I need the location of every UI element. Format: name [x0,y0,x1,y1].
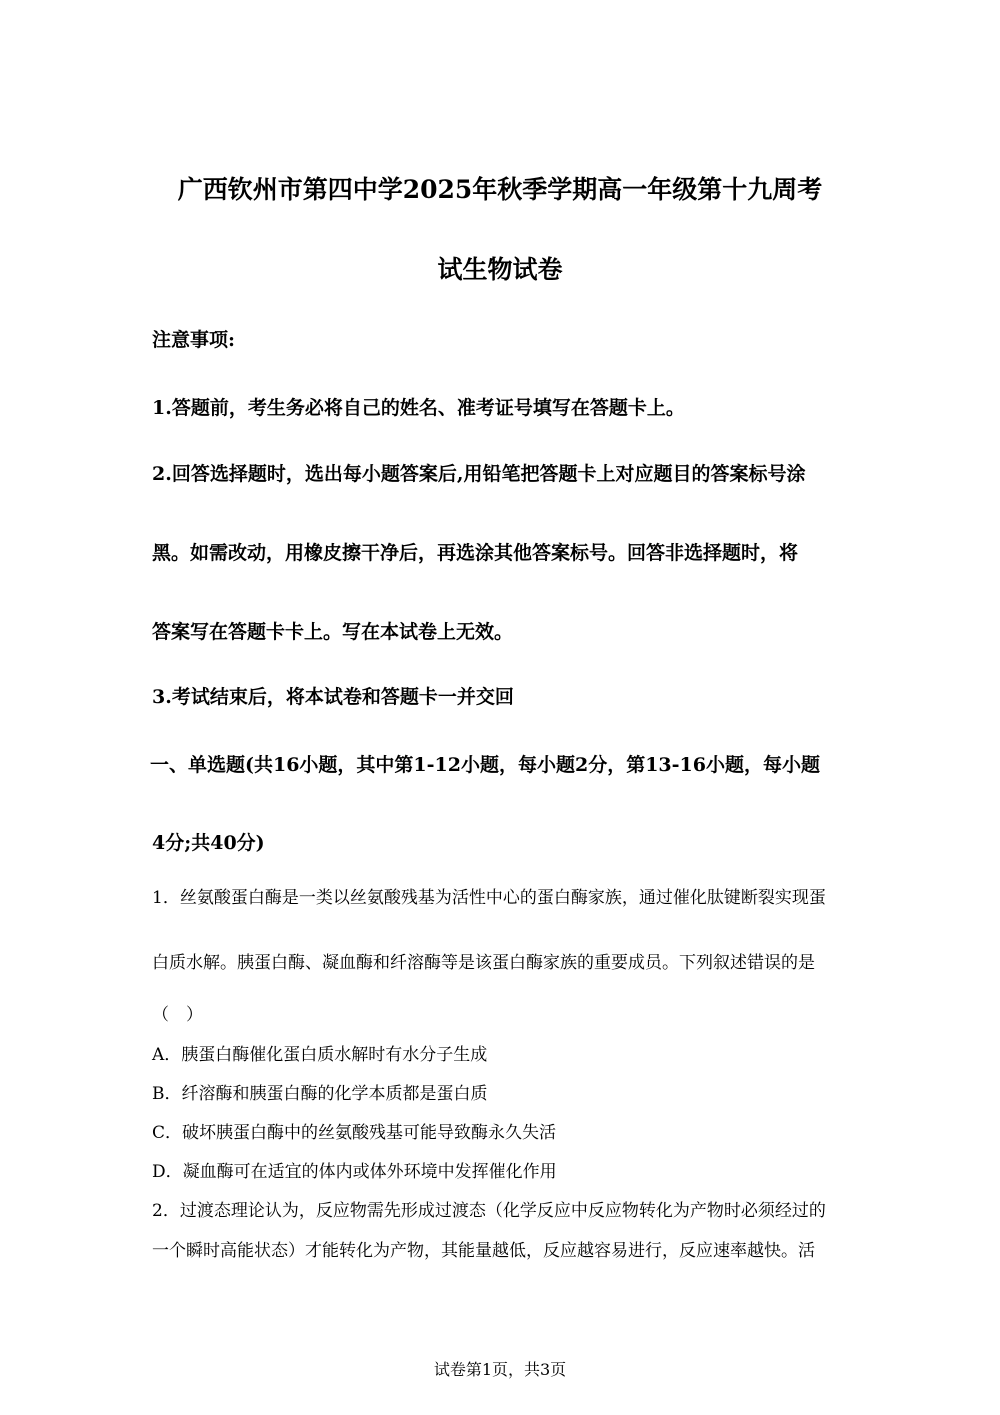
question-2-line-2: 一个瞬时高能状态）才能转化为产物，其能量越低，反应越容易进行，反应速率越快。活 [152,1241,815,1261]
section-heading-line-2: 4分;共40分) [152,832,265,854]
question-1-option-a: A．胰蛋白酶催化蛋白质水解时有水分子生成 [152,1045,488,1065]
page-title-line-2: 试生物试卷 [437,255,563,284]
notice-item-2-line-3: 答案写在答题卡卡上。写在本试卷上无效。 [152,621,514,643]
question-1-option-b: B．纤溶酶和胰蛋白酶的化学本质都是蛋白质 [152,1084,488,1104]
notice-item-1: 1.答题前，考生务必将自己的姓名、准考证号填写在答题卡上。 [152,397,685,419]
notice-item-3: 3.考试结束后，将本试卷和答题卡一并交回 [152,686,514,708]
question-1-line-2: 白质水解。胰蛋白酶、凝血酶和纤溶酶等是该蛋白酶家族的重要成员。下列叙述错误的是 [152,953,815,973]
page-title-line-1: 广西钦州市第四中学2025年秋季学期高一年级第十九周考 [177,175,823,204]
section-heading-line-1: 一、单选题(共16小题，其中第1-12小题，每小题2分，第13-16小题，每小题 [150,754,820,776]
question-1-answer-blank: （ ） [152,1005,203,1025]
notice-heading: 注意事项: [152,329,236,351]
notice-item-2-line-1: 2.回答选择题时，选出每小题答案后,用铅笔把答题卡上对应题目的答案标号涂 [152,463,806,485]
page-footer: 试卷第1页，共3页 [433,1360,567,1379]
question-1-line-1: 1．丝氨酸蛋白酶是一类以丝氨酸残基为活性中心的蛋白酶家族，通过催化肽键断裂实现蛋 [152,888,826,908]
question-2-line-1: 2．过渡态理论认为，反应物需先形成过渡态（化学反应中反应物转化为产物时必须经过的 [152,1201,826,1221]
question-1-option-d: D．凝血酶可在适宜的体内或体外环境中发挥催化作用 [152,1162,557,1182]
notice-item-2-line-2: 黑。如需改动，用橡皮擦干净后，再选涂其他答案标号。回答非选择题时，将 [152,542,799,564]
question-1-option-c: C．破坏胰蛋白酶中的丝氨酸残基可能导致酶永久失活 [152,1123,557,1143]
